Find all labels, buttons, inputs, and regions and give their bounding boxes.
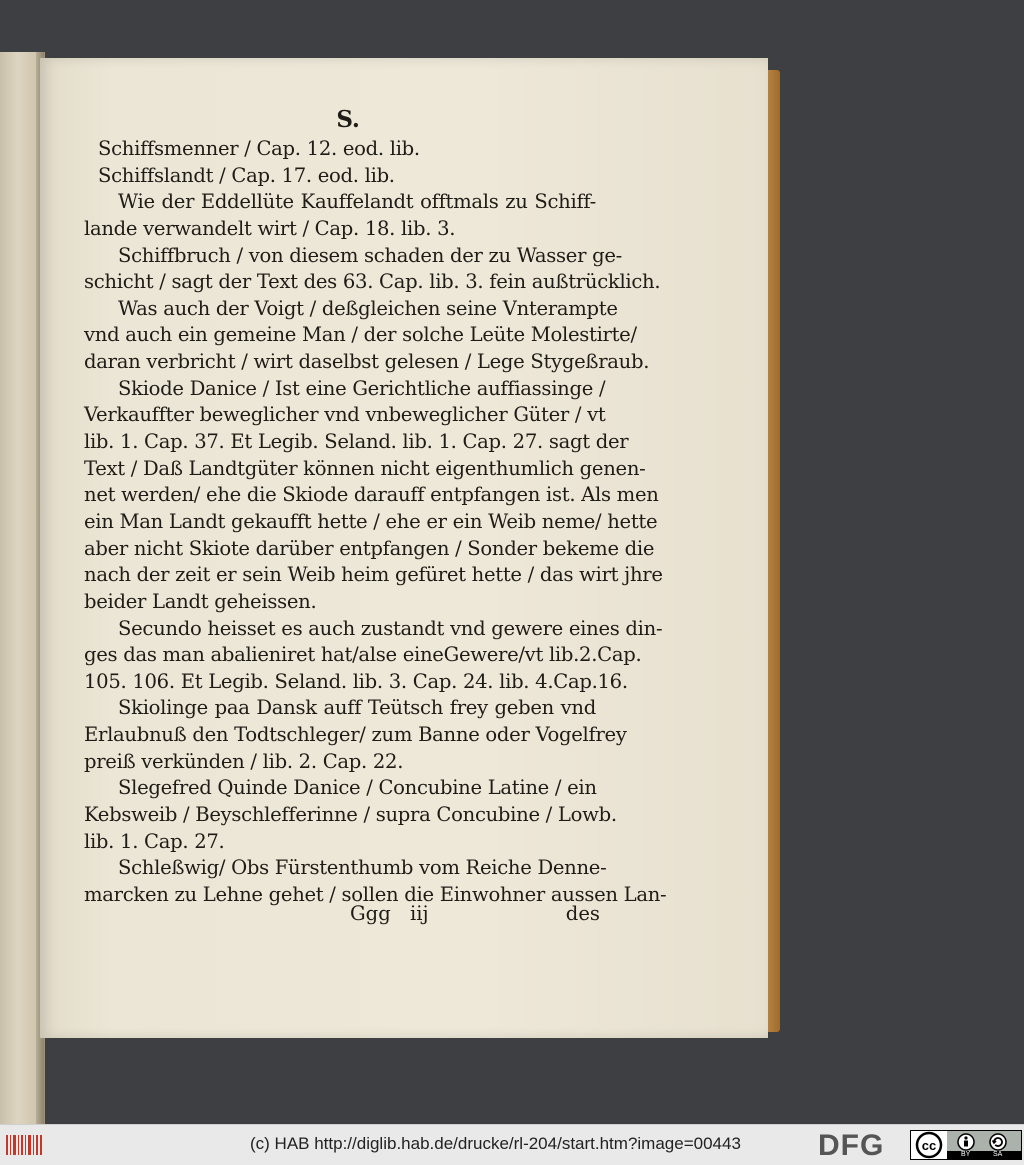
svg-text:cc: cc bbox=[921, 1138, 937, 1153]
text-line: beider Landt geheissen. bbox=[84, 589, 317, 613]
text-line: Skiode Danice / Ist eine Gerichtliche auffiassinge / bbox=[118, 376, 606, 400]
text-line: net werden/ ehe die Skiode darauff entpfangen ist. Als men bbox=[84, 483, 659, 507]
license-by: BY bbox=[961, 1151, 971, 1158]
text-line: Erlaubnuß den Todtschleger/ zum Banne oder Vogelfrey bbox=[84, 723, 627, 747]
text-line: 105. 106. Et Legib. Seland. lib. 3. Cap. 24. lib. 4.Cap.16. bbox=[84, 669, 628, 693]
page-heading: S. bbox=[336, 106, 360, 133]
attribution-icon bbox=[955, 1133, 977, 1151]
signature-mark: Ggg bbox=[350, 902, 391, 925]
text-line: Schleßwig/ Obs Fürstenthumb vom Reiche Denne- bbox=[118, 856, 607, 880]
footer-bar bbox=[0, 1124, 1024, 1165]
cc-icon bbox=[911, 1131, 947, 1159]
text-line: Slegefred Quinde Danice / Concubine Latine / ein bbox=[118, 776, 597, 800]
text-line: schicht / sagt der Text des 63. Cap. lib. 3. fein außtrücklich. bbox=[84, 270, 661, 294]
text-line: Wie der Eddellüte Kauffelandt offtmals zu Schiff- bbox=[118, 190, 596, 214]
signature-number: iij bbox=[410, 902, 429, 925]
text-line: Skiolinge paa Dansk auff Teütsch frey geben vnd bbox=[118, 696, 596, 720]
dfg-logo: DFG bbox=[818, 1129, 885, 1162]
text-line: Secundo heisset es auch zustandt vnd gewere eines din- bbox=[118, 616, 663, 640]
text-line: vnd auch ein gemeine Man / der solche Leüte Molestirte/ bbox=[84, 323, 637, 347]
barcode-icon bbox=[6, 1133, 44, 1157]
share-alike-icon bbox=[987, 1133, 1009, 1151]
catchword: des bbox=[565, 902, 600, 925]
text-line: lande verwandelt wirt / Cap. 18. lib. 3. bbox=[84, 216, 456, 240]
text-line: ges das man abalieniret hat/alse eineGewere/vt lib.2.Cap. bbox=[84, 643, 642, 667]
text-line: Kebsweib / Beyschlefferinne / supra Concubine / Lowb. bbox=[84, 803, 617, 827]
text-line: nach der zeit er sein Weib heim gefüret hette / das wirt jhre bbox=[84, 563, 663, 587]
text-line: Schiffsmenner / Cap. 12. eod. lib. bbox=[98, 137, 420, 160]
text-line: lib. 1. Cap. 27. bbox=[84, 829, 225, 853]
text-line: lib. 1. Cap. 37. Et Legib. Seland. lib. 1. Cap. 27. sagt der bbox=[84, 430, 629, 454]
text-lines bbox=[84, 136, 667, 909]
previous-page-edge bbox=[0, 52, 45, 1130]
text-line: ein Man Landt gekaufft hette / ehe er ein Weib neme/ hette bbox=[84, 509, 658, 533]
license-sa: SA bbox=[993, 1151, 1003, 1158]
text-line: preiß verkünden / lib. 2. Cap. 22. bbox=[84, 749, 404, 773]
text-line: daran verbricht / wirt daselbst gelesen / Lege Stygeßraub. bbox=[84, 350, 650, 374]
text-line: Text / Daß Landtgüter können nicht eigenthumlich genen- bbox=[84, 456, 646, 480]
license-strip bbox=[947, 1151, 1021, 1159]
text-line: marcken zu Lehne gehet / sollen die Einwohner aussen Lan- bbox=[84, 882, 667, 906]
text-line: Schiffslandt / Cap. 17. eod. lib. bbox=[98, 163, 395, 187]
page-text bbox=[84, 104, 667, 909]
page-signature bbox=[350, 900, 600, 928]
text-line: Schiffbruch / von diesem schaden der zu Wasser ge- bbox=[118, 243, 622, 267]
text-line: Verkauffter beweglicher vnd vnbeweglicher Güter / vt bbox=[84, 403, 606, 427]
copyright-link[interactable]: (c) HAB http://diglib.hab.de/drucke/rl-204/start.htm?image=00443 bbox=[250, 1134, 741, 1153]
text-line: Was auch der Voigt / deßgleichen seine Vnterampte bbox=[118, 296, 618, 320]
text-line: aber nicht Skiote darüber entpfangen / Sonder bekeme die bbox=[84, 536, 655, 560]
cc-license-badge[interactable] bbox=[910, 1130, 1022, 1160]
